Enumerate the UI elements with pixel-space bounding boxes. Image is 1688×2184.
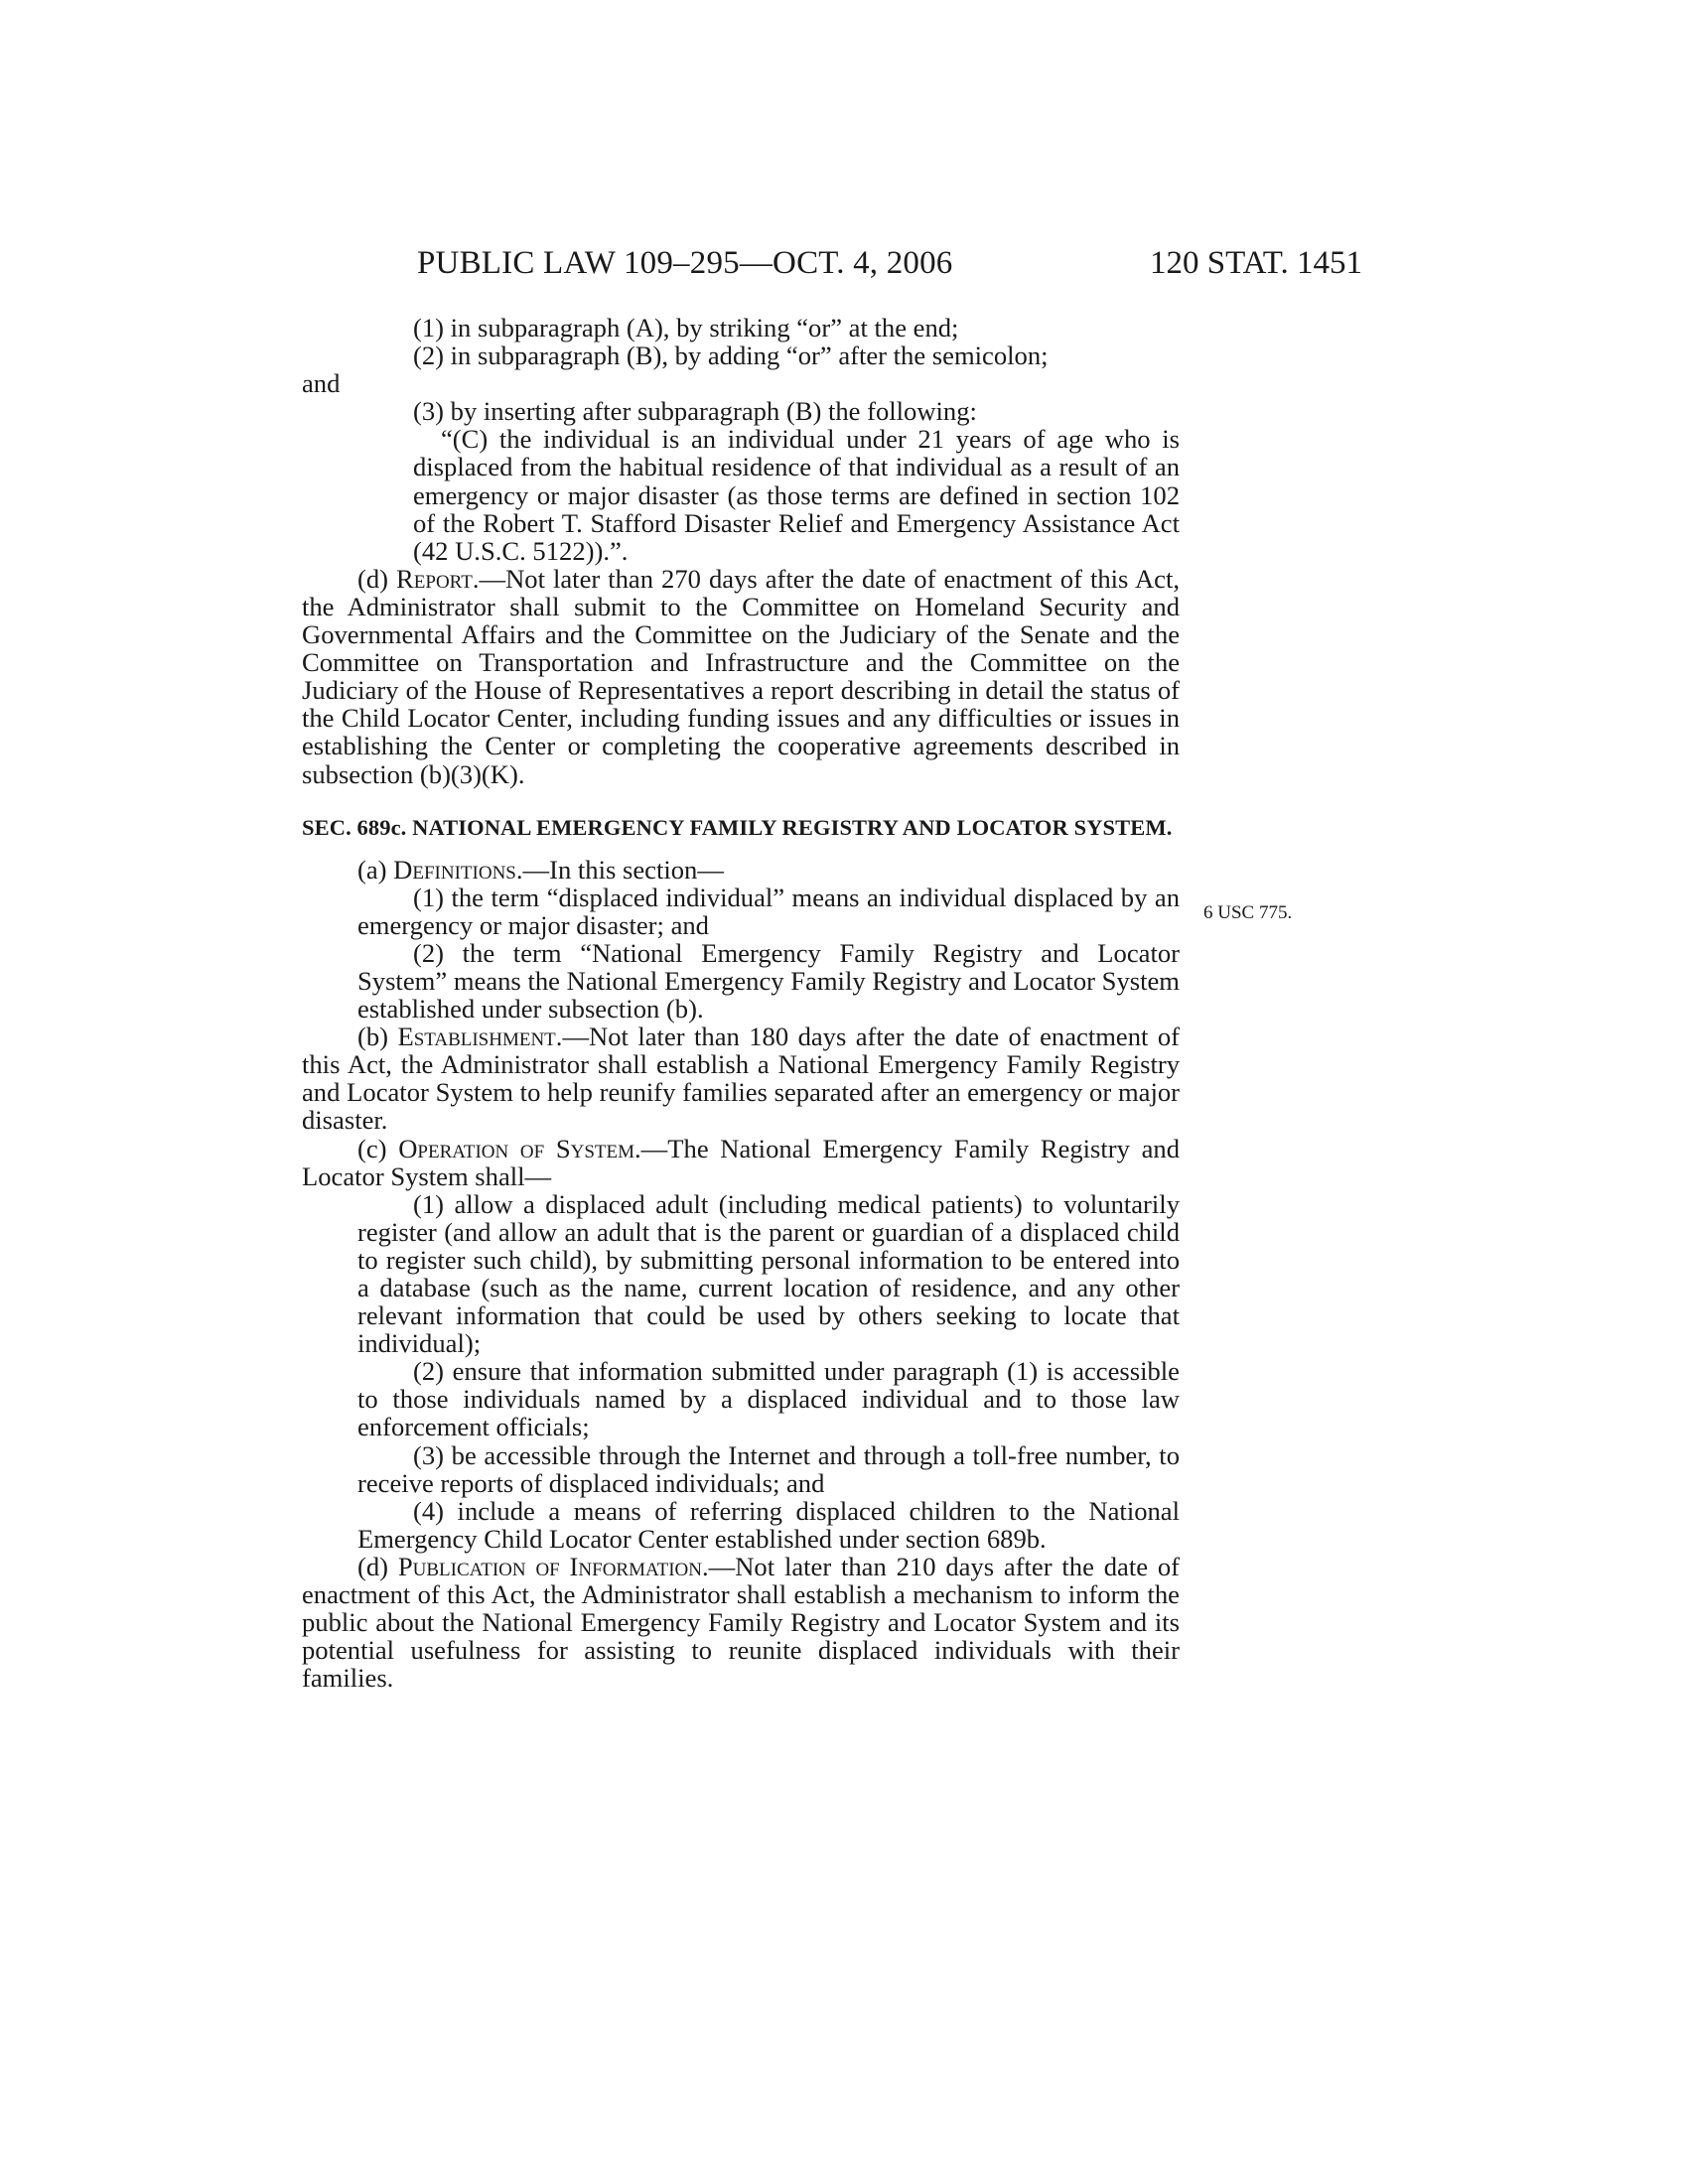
operation-item-4: (4) include a means of referring displaced children to the National Emergency Child Locator Center established under section 689b. — [357, 1495, 1180, 1554]
subsection-b-establishment — [302, 1023, 1180, 1134]
quoted-subparagraph-c: “(C) the individual is an individual under 21 years of age who is displaced from the habitual residence of that individual as a result of an emergency or major disaster (as those terms are defined in section 102 of the Robert T. Stafford Disaster Relief and Emergency Assistance Act (42 U.S.C. 5122)).”. — [413, 424, 1180, 566]
subsection-d-heading: Report — [396, 563, 473, 594]
paragraph-3: (3) by inserting after subparagraph (B) the following: — [413, 396, 977, 427]
subsection-a-label: (a) — [357, 854, 394, 885]
definition-2: (2) the term “National Emergency Family Registry and Locator System” means the National Emergency Family Registry and Locator System established under subsection (b). — [357, 937, 1180, 1024]
subsection-a-text: .—In this section— — [515, 854, 724, 885]
operation-item-1: (1) allow a displaced adult (including medical patients) to voluntarily register (and allow an adult that is the parent or guardian of a displaced child to register such child), by submitting personal information to be entered into a database (such as the name, current location of residence, and any other relevant information that could be used by others seeking to locate that individual); — [357, 1188, 1180, 1359]
paragraph-1: (1) in subparagraph (A), by striking “or” at the end; — [413, 313, 959, 342]
section-heading: SEC. 689c. NATIONAL EMERGENCY FAMILY REGISTRY AND LOCATOR SYSTEM. — [302, 814, 1173, 840]
subsection-d2-label: (d) — [357, 1551, 398, 1581]
subsection-b-label: (b) — [357, 1022, 398, 1052]
page-header-stat: 120 STAT. 1451 — [1150, 245, 1363, 281]
operation-item-2: (2) ensure that information submitted under paragraph (1) is accessible to those individuals named by a displaced individual and to those law enforcement officials; — [357, 1356, 1180, 1442]
subsection-b-text: .—Not later than 180 days after the date of enactment of this Act, the Administrator shall establish a National Emergency Family Registry and Locator System to help reunify families separated after an emergency or major disaster. — [302, 1022, 1180, 1136]
margin-note-usc: 6 USC 775. — [1203, 902, 1293, 923]
subsection-d-text: .—Not later than 270 days after the date of enactment of this Act, the Administrator shall submit to the Committee on Homeland Security and Governmental Affairs and the Committee on the Judiciary of the Senate and the Committee on Transportation and Infrastructure and the Committee on the Judiciary of the House of Representatives a report describing in detail the status of the Child Locator Center, including funding issues and any difficulties or issues in establishing the Center or completing the cooperative agreements described in subsection (b)(3)(K). — [302, 563, 1180, 789]
subsection-d2-heading: Publication of Information — [397, 1551, 702, 1581]
subsection-c-text: .—The National Emergency Family Registry and Locator System shall— — [302, 1133, 1180, 1191]
subsection-a-definitions — [302, 856, 1180, 884]
subsection-c-operation — [302, 1135, 1180, 1190]
document-body — [302, 314, 1180, 1692]
subsection-d-label: (d) — [357, 563, 397, 594]
operation-item-3: (3) be accessible through the Internet and through a toll-free number, to receive reports of displaced individuals; and — [357, 1439, 1180, 1498]
subsection-a-heading: Definitions — [393, 854, 516, 885]
paragraph-2: (2) in subparagraph (B), by adding “or” after the semicolon; — [413, 341, 1049, 371]
subsection-d-report — [302, 565, 1180, 788]
subsection-c-heading: Operation of System — [398, 1133, 635, 1163]
definition-1: (1) the term “displaced individual” means an individual displaced by an emergency or major disaster; and — [357, 882, 1180, 940]
paragraph-2-continuation: and — [302, 368, 341, 399]
subsection-b-heading: Establishment — [397, 1022, 556, 1052]
page-header-title: PUBLIC LAW 109–295—OCT. 4, 2006 — [417, 245, 953, 281]
subsection-d2-text: .—Not later than 210 days after the date of enactment of this Act, the Administrator shall establish a mechanism to inform the public about the National Emergency Family Registry and Locator System and its potential usefulness for assisting to reunite displaced individuals with their families. — [302, 1551, 1180, 1694]
subsection-d-publication — [302, 1553, 1180, 1692]
subsection-c-label: (c) — [357, 1133, 399, 1163]
